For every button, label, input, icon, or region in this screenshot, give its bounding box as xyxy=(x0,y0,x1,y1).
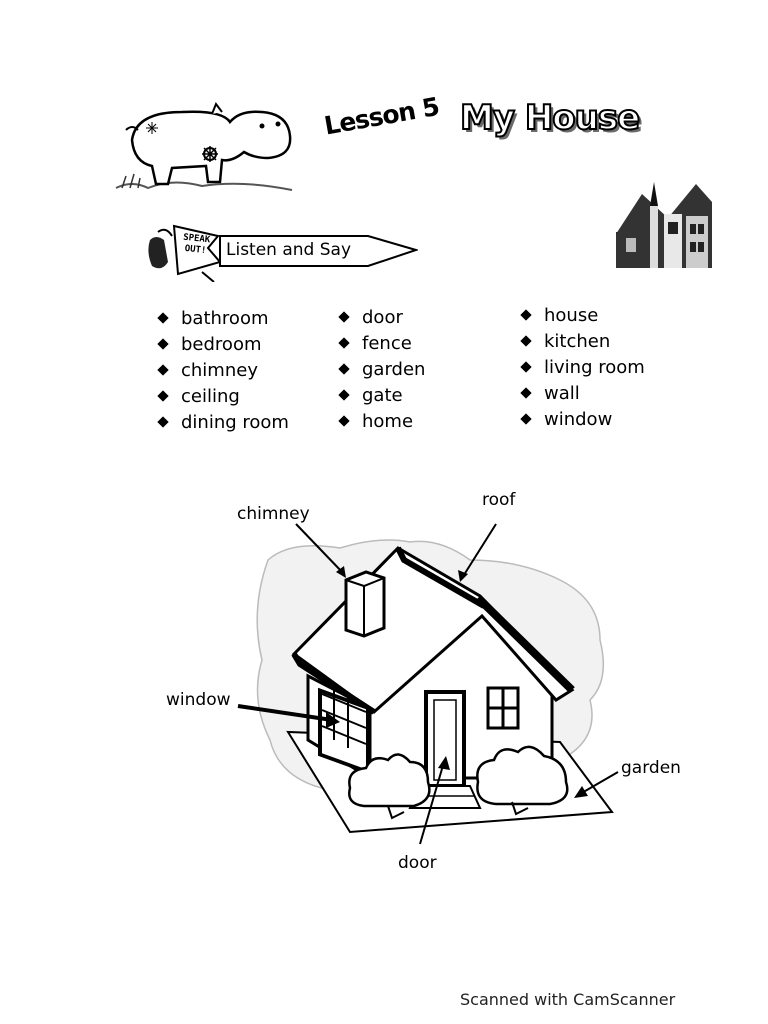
house-photo-thumbnail xyxy=(612,178,712,270)
house-diagram xyxy=(160,480,680,880)
lesson-label: Lesson 5 xyxy=(322,91,441,141)
chimney-label: chimney xyxy=(237,504,310,524)
vocab-item: window xyxy=(518,407,645,433)
vocab-item: kitchen xyxy=(518,329,645,355)
vocab-column-1 xyxy=(155,306,289,436)
garden-label: garden xyxy=(621,758,681,778)
speak-out-badge xyxy=(144,222,224,282)
vocab-column-3 xyxy=(518,303,645,433)
vocab-item: fence xyxy=(336,331,425,357)
hippo-illustration xyxy=(112,100,302,200)
listen-and-say-label: Listen and Say xyxy=(226,240,352,260)
vocab-item: dining room xyxy=(155,410,289,436)
vocab-item: gate xyxy=(336,383,425,409)
page-title: My House xyxy=(460,98,640,138)
speak-out-text: SPEAK OUT! xyxy=(182,232,211,257)
vocab-item: bathroom xyxy=(155,306,289,332)
vocab-item: home xyxy=(336,409,425,435)
scanner-watermark: Scanned with CamScanner xyxy=(460,990,676,1009)
vocab-item: door xyxy=(336,305,425,331)
vocab-item: ceiling xyxy=(155,384,289,410)
door-label: door xyxy=(398,853,437,873)
window-label: window xyxy=(166,690,231,710)
vocab-item: garden xyxy=(336,357,425,383)
roof-label: roof xyxy=(482,490,516,510)
vocab-item: house xyxy=(518,303,645,329)
vocab-item: living room xyxy=(518,355,645,381)
vocab-item: wall xyxy=(518,381,645,407)
vocab-item: chimney xyxy=(155,358,289,384)
vocab-column-2 xyxy=(336,305,425,435)
vocab-item: bedroom xyxy=(155,332,289,358)
